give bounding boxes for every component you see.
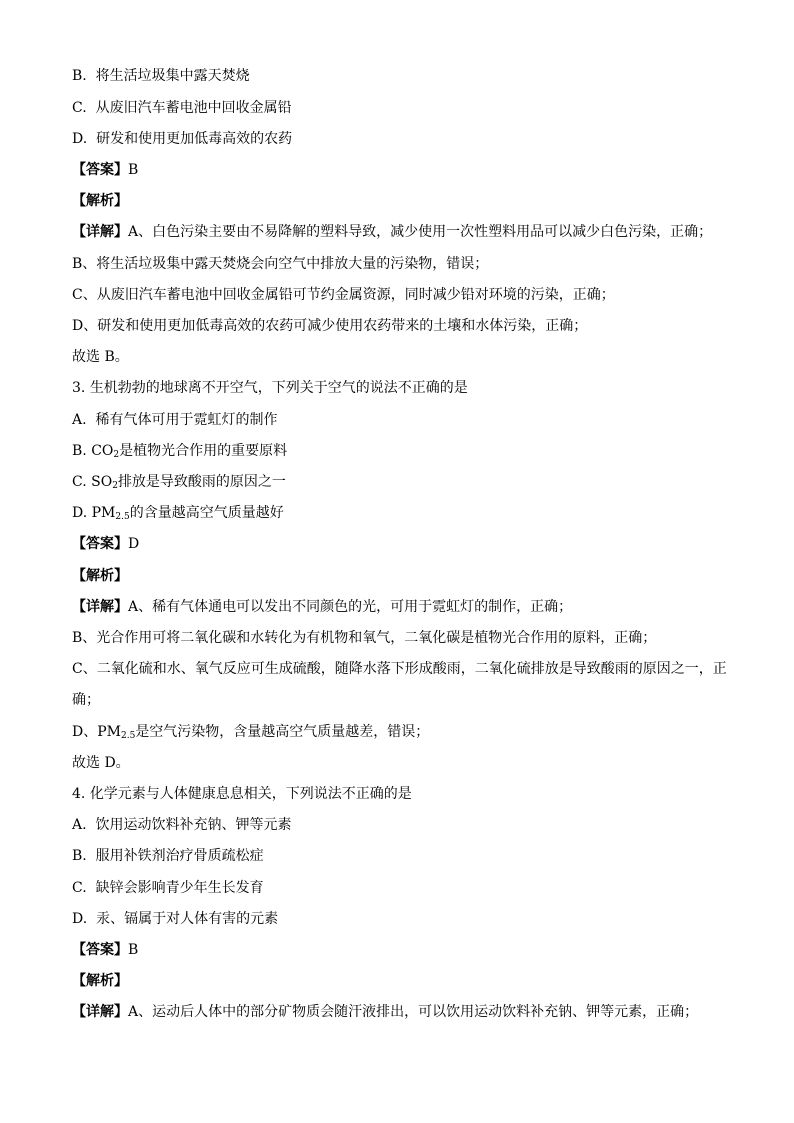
explanation-line <box>72 628 722 648</box>
option-a-q4 <box>72 815 722 835</box>
question-number: 4. <box>72 786 86 802</box>
option-text: 汞、镉属于对人体有害的元素 <box>96 911 279 927</box>
analysis-heading-q4 <box>72 971 722 991</box>
option-text: 服用补铁剂治疗骨质疏松症 <box>95 848 264 864</box>
explanation-text: 确； <box>72 692 100 708</box>
answer-value: B <box>128 942 139 958</box>
explanation-line <box>72 222 722 242</box>
option-text: 排放是导致酸雨的原因之一 <box>117 474 286 490</box>
option-text: 的含量越高空气质量越好 <box>129 505 284 521</box>
detail-tag: 【详解】 <box>72 599 128 615</box>
option-b-q2 <box>72 66 722 86</box>
answer-tag: 【答案】 <box>72 536 128 552</box>
formula-base: D、PM <box>72 724 121 740</box>
option-c-q2 <box>72 98 722 118</box>
option-text: 将生活垃圾集中露天焚烧 <box>95 68 250 84</box>
detail-tag: 【详解】 <box>72 224 128 240</box>
option-letter: C. <box>72 474 87 490</box>
question-text: 化学元素与人体健康息息相关，下列说法不正确的是 <box>89 786 412 802</box>
option-b-q4 <box>72 846 722 866</box>
answer-tag: 【答案】 <box>72 942 128 958</box>
analysis-tag: 【解析】 <box>72 193 128 209</box>
option-a-q3 <box>72 410 722 430</box>
formula-subscript: 2.5 <box>115 512 130 522</box>
option-c-q4 <box>72 878 722 898</box>
answer-value: D <box>128 536 140 552</box>
conclusion-text: 故选 B。 <box>72 349 129 365</box>
formula-subscript: 2.5 <box>120 731 136 741</box>
question-number: 3. <box>72 380 86 396</box>
formula-base: PM <box>91 505 116 521</box>
option-letter: A. <box>72 412 87 428</box>
option-text: 从废旧汽车蓄电池中回收金属铅 <box>95 100 292 116</box>
explanation-line <box>72 690 722 710</box>
option-c-q3 <box>72 472 722 492</box>
option-letter: D. <box>72 911 88 927</box>
explanation-text: 是空气污染物，含量越高空气质量越差，错误； <box>135 724 430 740</box>
answer-q4 <box>72 940 722 960</box>
answer-tag: 【答案】 <box>72 162 128 178</box>
conclusion-line <box>72 347 722 367</box>
explanation-line <box>72 316 722 336</box>
answer-value: B <box>128 162 139 178</box>
option-d-q4 <box>72 909 722 929</box>
explanation-text: B、将生活垃圾集中露天焚烧会向空气中排放大量的污染物，错误； <box>72 256 489 272</box>
explanation-line <box>72 722 722 742</box>
option-letter: D. <box>72 131 88 147</box>
option-text: 饮用运动饮料补充钠、钾等元素 <box>95 817 292 833</box>
option-letter: B. <box>72 443 87 459</box>
analysis-heading-q3 <box>72 566 722 586</box>
explanation-line <box>72 285 722 305</box>
question-4 <box>72 784 722 804</box>
option-b-q3 <box>72 441 722 461</box>
option-d-q3 <box>72 503 722 523</box>
explanation-line <box>72 597 722 617</box>
analysis-tag: 【解析】 <box>72 568 128 584</box>
option-d-q2 <box>72 129 722 149</box>
explanation-text: C、从废旧汽车蓄电池中回收金属铅可节约金属资源，同时减少铅对环境的污染，正确； <box>72 287 615 303</box>
detail-tag: 【详解】 <box>72 1004 128 1020</box>
option-text: 缺锌会影响青少年生长发育 <box>95 880 264 896</box>
option-letter: B. <box>72 68 87 84</box>
answer-q3 <box>72 534 722 554</box>
analysis-heading-q2 <box>72 191 722 211</box>
formula-base: CO <box>91 443 114 459</box>
formula-subscript: 2 <box>112 481 118 491</box>
option-letter: D. <box>72 505 88 521</box>
option-letter: A. <box>72 817 87 833</box>
conclusion-line <box>72 753 722 773</box>
answer-q2 <box>72 160 722 180</box>
explanation-text: A、白色污染主要由不易降解的塑料导致，减少使用一次性塑料用品可以减少白色污染，正确； <box>128 224 713 240</box>
formula-subscript: 2 <box>113 450 120 460</box>
question-text: 生机勃勃的地球离不开空气，下列关于空气的说法不正确的是 <box>89 380 468 396</box>
explanation-text: C、二氧化硫和水、氧气反应可生成硫酸，随降水落下形成酸雨，二氧化硫排放是导致酸雨的原因之一，正 <box>72 661 727 677</box>
option-text: 研发和使用更加低毒高效的农药 <box>96 131 293 147</box>
option-letter: C. <box>72 100 87 116</box>
analysis-tag: 【解析】 <box>72 973 128 989</box>
option-text: 是植物光合作用的重要原料 <box>119 443 288 459</box>
option-letter: C. <box>72 880 87 896</box>
formula-base: SO <box>91 474 113 490</box>
explanation-line <box>72 1002 722 1022</box>
option-letter: B. <box>72 848 87 864</box>
option-text: 稀有气体可用于霓虹灯的制作 <box>95 412 278 428</box>
explanation-text: D、研发和使用更加低毒高效的农药可减少使用农药带来的土壤和水体污染，正确； <box>72 318 588 334</box>
explanation-line <box>72 254 722 274</box>
explanation-text: A、稀有气体通电可以发出不同颜色的光，可用于霓虹灯的制作，正确； <box>128 599 573 615</box>
question-3 <box>72 378 722 398</box>
explanation-text: A、运动后人体中的部分矿物质会随汗液排出，可以饮用运动饮料补充钠、钾等元素，正确； <box>128 1004 699 1020</box>
conclusion-text: 故选 D。 <box>72 755 130 771</box>
explanation-line <box>72 659 727 679</box>
explanation-text: B、光合作用可将二氧化碳和水转化为有机物和氧气，二氧化碳是植物光合作用的原料，正确； <box>72 630 657 646</box>
